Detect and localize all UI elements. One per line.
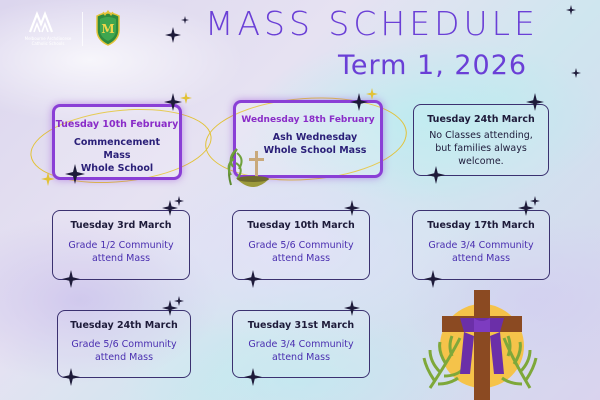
page-subtitle: Term 1, 2026 bbox=[338, 50, 528, 81]
event-description bbox=[233, 239, 369, 265]
event-line: attend Mass bbox=[94, 352, 154, 363]
event-line: No Classes attending, bbox=[429, 130, 533, 141]
event-description bbox=[58, 338, 190, 364]
sparkle-star-icon bbox=[181, 16, 189, 24]
sparkle-star-icon bbox=[424, 270, 442, 288]
event-line: Grade 1/2 Community bbox=[68, 240, 174, 251]
event-line: Grade 3/4 Community bbox=[248, 339, 354, 350]
event-date: Tuesday 31st March bbox=[247, 320, 355, 331]
event-line: attend Mass bbox=[271, 253, 331, 264]
event-line: Commencement Mass bbox=[73, 137, 161, 161]
event-date: Tuesday 10th March bbox=[247, 220, 355, 231]
logo-text: Melbourne Archdiocese Catholic Schools bbox=[24, 36, 72, 46]
event-line: welcome. bbox=[458, 156, 504, 167]
sparkle-star-icon bbox=[244, 270, 262, 288]
crest-icon bbox=[94, 10, 122, 46]
sparkle-star-icon bbox=[344, 200, 360, 216]
event-line: Whole School Mass bbox=[263, 145, 367, 156]
sparkle-star-icon bbox=[344, 300, 360, 316]
event-line: attend Mass bbox=[91, 253, 151, 264]
sparkle-star-icon bbox=[526, 93, 544, 111]
sparkle-star-icon bbox=[41, 172, 55, 186]
event-description bbox=[414, 129, 548, 168]
sparkle-star-icon bbox=[566, 5, 576, 15]
sparkle-star-icon bbox=[62, 270, 80, 288]
event-date: Tuesday 10th February bbox=[55, 119, 179, 130]
event-date: Tuesday 24th March bbox=[427, 114, 535, 125]
event-date: Tuesday 3rd March bbox=[70, 220, 172, 231]
sparkle-star-icon bbox=[571, 68, 581, 78]
event-line: attend Mass bbox=[271, 352, 331, 363]
sparkle-star-icon bbox=[366, 88, 378, 100]
sparkle-star-icon bbox=[62, 368, 80, 386]
event-line: Whole School bbox=[80, 163, 154, 174]
event-date: Wednesday 18th February bbox=[241, 115, 375, 125]
event-date: Tuesday 24th March bbox=[70, 320, 178, 331]
sparkle-star-icon bbox=[174, 296, 184, 306]
event-line: Grade 5/6 Community bbox=[248, 240, 354, 251]
crest-letter: M bbox=[101, 22, 115, 36]
event-line: but families always bbox=[435, 143, 527, 154]
event-line: attend Mass bbox=[451, 253, 511, 264]
logo-icon bbox=[28, 10, 54, 34]
cross-with-stole-icon bbox=[420, 288, 540, 400]
page-title: MASS SCHEDULE bbox=[205, 4, 539, 43]
ash-bowl-icon bbox=[223, 145, 283, 195]
sparkle-star-icon bbox=[65, 164, 85, 184]
sparkle-star-icon bbox=[244, 368, 262, 386]
sparkle-star-icon bbox=[165, 27, 181, 43]
event-date: Tuesday 17th March bbox=[427, 220, 535, 231]
sparkle-star-icon bbox=[180, 92, 192, 104]
event-line: Grade 3/4 Community bbox=[428, 240, 534, 251]
event-description bbox=[53, 239, 189, 265]
event-description bbox=[413, 239, 549, 265]
logo-divider bbox=[82, 12, 83, 46]
header-logos bbox=[18, 8, 128, 50]
sparkle-star-icon bbox=[530, 196, 540, 206]
sparkle-star-icon bbox=[174, 196, 184, 206]
sparkle-star-icon bbox=[427, 166, 445, 184]
event-description bbox=[233, 338, 369, 364]
event-line: Ash Wednesday bbox=[272, 132, 358, 143]
event-line: Grade 5/6 Community bbox=[71, 339, 177, 350]
